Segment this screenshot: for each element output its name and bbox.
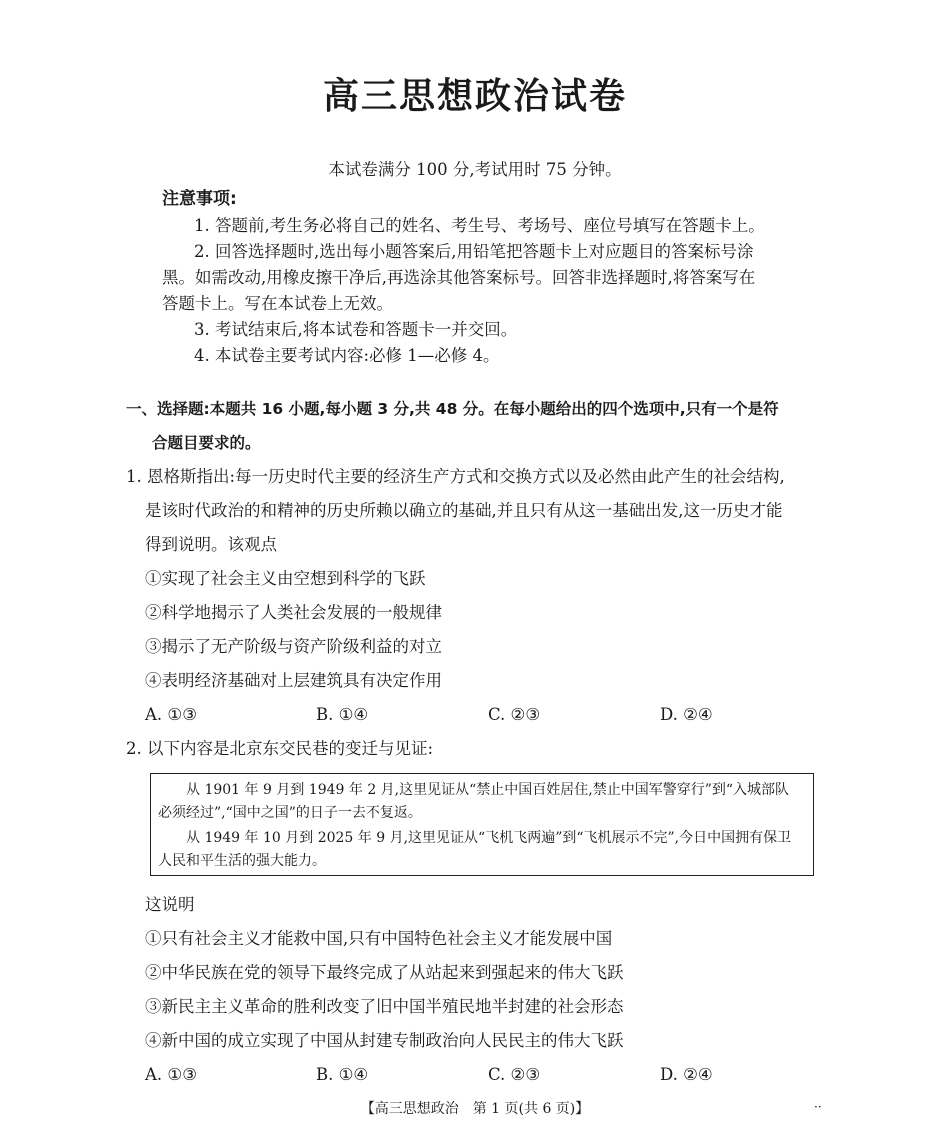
page-title: 高三思想政治试卷 xyxy=(322,76,627,117)
question-1-item: ①实现了社会主义由空想到科学的飞跃 xyxy=(145,569,426,588)
section-heading-cont: 合题目要求的。 xyxy=(152,434,261,452)
question-1-stem: 是该时代政治的和精神的历史所赖以确立的基础,并且只有从这一基础出发,这一历史才能 xyxy=(145,501,783,520)
notice-heading: 注意事项: xyxy=(162,189,237,209)
material-line: 人民和平生活的强大能力。 xyxy=(158,853,326,869)
question-1-stem: 1. 恩格斯指出:每一历史时代主要的经济生产方式和交换方式以及必然由此产生的社会结构, xyxy=(126,467,785,486)
question-2-option-c[interactable]: C. ②③ xyxy=(488,1065,541,1084)
notice-line: 2. 回答选择题时,选出每小题答案后,用铅笔把答题卡上对应题目的答案标号涂 xyxy=(194,242,754,261)
question-2-option-a[interactable]: A. ①③ xyxy=(145,1065,197,1084)
question-1-item: ④表明经济基础对上层建筑具有决定作用 xyxy=(145,671,442,690)
notice-line: 3. 考试结束后,将本试卷和答题卡一并交回。 xyxy=(194,320,518,339)
question-1-option-c[interactable]: C. ②③ xyxy=(488,705,541,724)
question-2-lead: 这说明 xyxy=(145,895,195,914)
section-heading: 一、选择题:本题共 16 小题,每小题 3 分,共 48 分。在每小题给出的四个选项中,只有一个是符 xyxy=(126,400,779,418)
material-line: 必须经过”,“国中之国”的日子一去不复返。 xyxy=(158,805,422,821)
exam-info: 本试卷满分 100 分,考试用时 75 分钟。 xyxy=(328,160,622,179)
question-1-stem: 得到说明。该观点 xyxy=(145,535,277,554)
notice-line: 答题卡上。写在本试卷上无效。 xyxy=(162,294,393,313)
question-2-item: ①只有社会主义才能救中国,只有中国特色社会主义才能发展中国 xyxy=(145,929,613,948)
notice-line: 4. 本试卷主要考试内容:必修 1—必修 4。 xyxy=(194,346,500,365)
question-2-item: ②中华民族在党的领导下最终完成了从站起来到强起来的伟大飞跃 xyxy=(145,963,624,982)
question-2-option-b[interactable]: B. ①④ xyxy=(316,1065,369,1084)
notice-line: 1. 答题前,考生务必将自己的姓名、考生号、考场号、座位号填写在答题卡上。 xyxy=(194,216,765,235)
question-1-item: ②科学地揭示了人类社会发展的一般规律 xyxy=(145,603,442,622)
question-2-item: ③新民主主义革命的胜利改变了旧中国半殖民地半封建的社会形态 xyxy=(145,997,624,1016)
page-footer: 【高三思想政治 第 1 页(共 6 页)】 xyxy=(360,1101,590,1117)
question-1-option-d[interactable]: D. ②④ xyxy=(660,705,713,724)
question-1-option-b[interactable]: B. ①④ xyxy=(316,705,369,724)
question-2-option-d[interactable]: D. ②④ xyxy=(660,1065,713,1084)
corner-mark: ·· xyxy=(814,1100,822,1114)
material-line: 从 1949 年 10 月到 2025 年 9 月,这里见证从“飞机飞两遍”到“飞机展示不完”,今日中国拥有保卫 xyxy=(186,830,792,846)
question-1-item: ③揭示了无产阶级与资产阶级利益的对立 xyxy=(145,637,442,656)
material-line: 从 1901 年 9 月到 1949 年 2 月,这里见证从“禁止中国百姓居住,禁止中国军警穿行”到“入城部队 xyxy=(186,782,790,798)
question-2-item: ④新中国的成立实现了中国从封建专制政治向人民民主的伟大飞跃 xyxy=(145,1031,624,1050)
notice-line: 黑。如需改动,用橡皮擦干净后,再选涂其他答案标号。回答非选择题时,将答案写在 xyxy=(162,268,756,287)
question-2-stem: 2. 以下内容是北京东交民巷的变迁与见证: xyxy=(126,739,434,758)
question-1-option-a[interactable]: A. ①③ xyxy=(145,705,197,724)
